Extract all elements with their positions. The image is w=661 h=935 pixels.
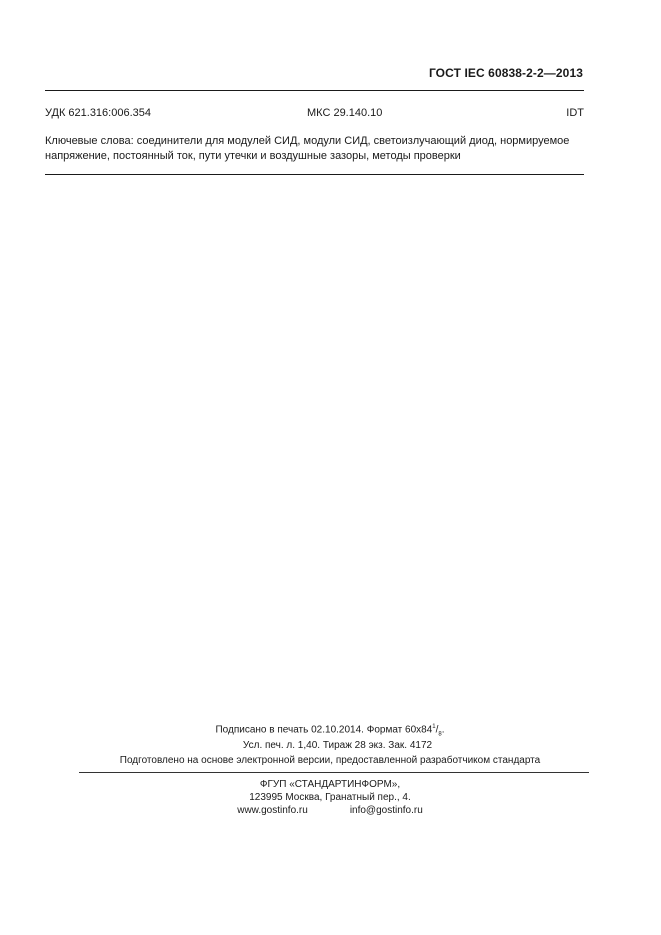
top-divider xyxy=(45,90,584,91)
imprint-divider xyxy=(79,772,589,773)
publisher-name: ФГУП «СТАНДАРТИНФОРМ», xyxy=(259,779,401,790)
imprint-sheets-line: Усл. печ. л. 1,40. Тираж 28 экз. Зак. 4172 xyxy=(242,740,433,751)
publisher-website-link[interactable]: www.gostinfo.ru xyxy=(237,805,308,816)
publisher-email-link[interactable]: info@gostinfo.ru xyxy=(349,805,423,816)
imprint-signed-text: Подписано в печать 02.10.2014. Формат 60x84 xyxy=(215,724,433,736)
classification-codes xyxy=(45,107,584,123)
imprint-prepared-line: Подготовлено на основе электронной версии, предоставленной разработчиком стандарта xyxy=(119,755,541,766)
publisher-contacts xyxy=(45,805,615,816)
idt-code: IDT xyxy=(566,107,584,119)
imprint-signed-suffix: . xyxy=(441,724,445,736)
keywords-divider xyxy=(45,174,584,175)
standard-number: ГОСТ IEC 60838-2-2—2013 xyxy=(428,66,583,80)
format-fraction-numerator: 1 xyxy=(432,724,436,730)
imprint-signed-line: Подписано в печать 02.10.2014. Формат $60x84^1/_8$. xyxy=(215,724,445,738)
format-fraction-denominator: 8 xyxy=(438,731,442,738)
publisher-address: 123995 Москва, Гранатный пер., 4. xyxy=(249,792,411,803)
keywords-paragraph: Ключевые слова: соединители для модулей СИД, модули СИД, светоизлучающий диод, нормируемое напряжение, постоянный ток, пути утечки и воздушные зазоры, методы проверки xyxy=(45,135,570,162)
udk-code: УДК 621.316:006.354 xyxy=(45,107,151,119)
mks-code: МКС 29.140.10 xyxy=(307,107,383,119)
